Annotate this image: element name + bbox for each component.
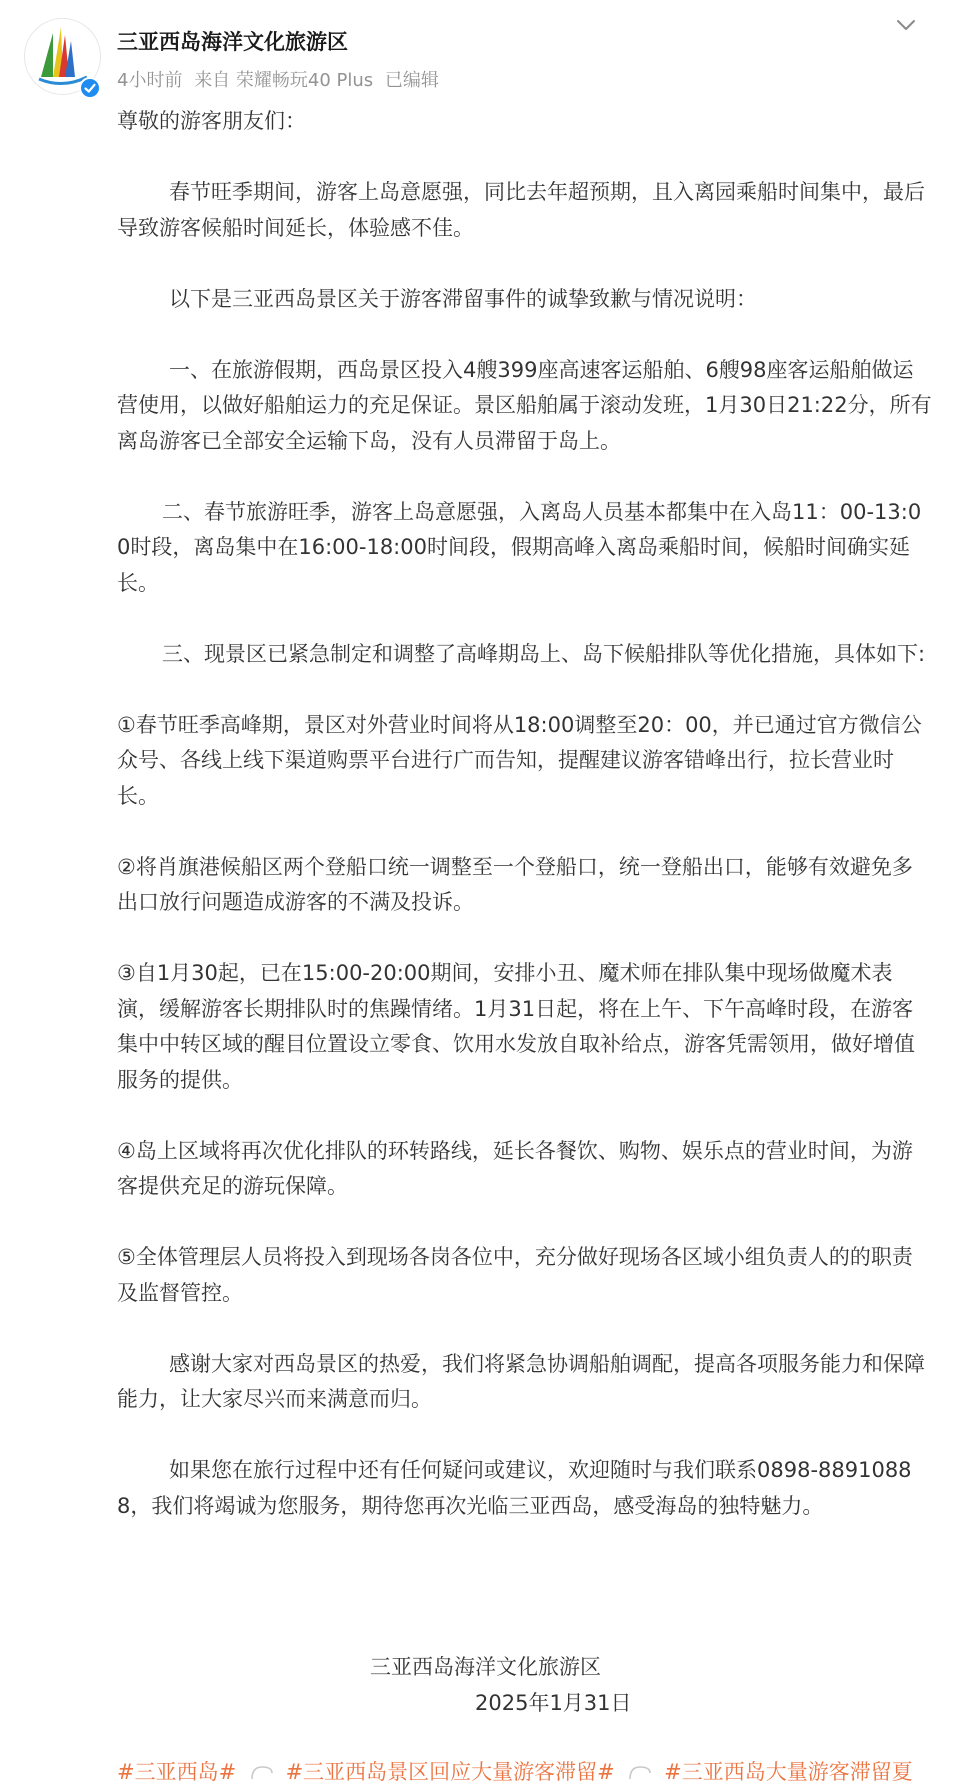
edited-label[interactable]: 已编辑	[384, 70, 439, 91]
chevron-down-icon[interactable]	[893, 14, 919, 36]
verified-badge-icon	[79, 77, 101, 99]
topic-tag-icon	[627, 1763, 653, 1783]
paragraph: 如果您在旅行过程中还有任何疑问或建议，欢迎随时与我们联系0898-88910888，我们将竭诚为您服务，期待您再次光临三亚西岛，感受海岛的独特魅力。	[117, 1458, 912, 1518]
paragraph: 一、在旅游假期，西岛景区投入4艘399座高速客运船舶、6艘98座客运船舶做运营使用，以做好船舶运力的充足保证。景区船舶属于滚动发班，1月30日21:22分，所有离岛游客已全部安全运输下岛，没有人员滞留于岛上。	[117, 357, 932, 453]
signature-org: 三亚西岛海洋文化旅游区	[370, 1655, 601, 1679]
paragraph: ⑤全体管理层人员将投入到现场各岗各位中，充分做好现场各区域小组负责人的的职责及监督管控。	[117, 1245, 913, 1305]
paragraph: ①春节旺季高峰期，景区对外营业时间将从18:00调整至20：00，并已通过官方微信公众号、各线上线下渠道购票平台进行广而告知，提醒建议游客错峰出行，拉长营业时长。	[117, 712, 922, 808]
topic-tag[interactable]: #三亚西岛景区回应大量游客滞留#	[285, 1760, 615, 1784]
author-name[interactable]: 三亚西岛海洋文化旅游区	[117, 30, 348, 54]
post-source: 来自 荣耀畅玩40 Plus	[194, 70, 374, 91]
topic-tag[interactable]: #三亚西岛#	[117, 1760, 237, 1784]
paragraph: 二、春节旅游旺季，游客上岛意愿强，入离岛人员基本都集中在入岛11：00-13:00时段，离岛集中在16:00-18:00时间段，假期高峰入离岛乘船时间，候船时间确实延长。	[117, 499, 922, 595]
post-body	[117, 104, 932, 1560]
topic-tags	[117, 1756, 913, 1786]
paragraph: 以下是三亚西岛景区关于游客滞留事件的诚挚致歉与情况说明：	[169, 286, 757, 311]
paragraph: 三、现景区已紧急制定和调整了高峰期岛上、岛下候船排队等优化措施，具体如下:	[162, 641, 926, 666]
topic-tag-icon	[249, 1763, 275, 1783]
paragraph: ④岛上区域将再次优化排队的环转路线，延长各餐饮、购物、娱乐点的营业时间，为游客提供充足的游玩保障。	[117, 1138, 913, 1198]
topic-tag[interactable]: #三亚西岛大量游客滞留夏	[664, 1760, 913, 1784]
paragraph: ③自1月30起，已在15:00-20:00期间，安排小丑、魔术师在排队集中现场做魔术表演，缓解游客长期排队时的焦躁情绪。1月31日起，将在上午、下午高峰时段，在游客集中中转区域的醒目位置设立零食、饮用水发放自取补给点，游客凭需领用，做好增值服务的提供。	[117, 961, 915, 1092]
paragraph: ②将肖旗港候船区两个登船口统一调整至一个登船口，统一登船出口，能够有效避免多出口放行问题造成游客的不满及投诉。	[117, 854, 913, 914]
greeting: 尊敬的游客朋友们：	[117, 109, 306, 133]
paragraph: 感谢大家对西岛景区的热爱，我们将紧急协调船舶调配，提高各项服务能力和保障能力，让大家尽兴而来满意而归。	[117, 1351, 925, 1411]
paragraph: 春节旺季期间，游客上岛意愿强，同比去年超预期，且入离园乘船时间集中，最后导致游客候船时间延长，体验感不佳。	[117, 180, 925, 240]
post-time[interactable]: 4小时前	[117, 70, 183, 91]
signature-date: 2025年1月31日	[475, 1691, 632, 1715]
post-meta	[117, 66, 445, 92]
